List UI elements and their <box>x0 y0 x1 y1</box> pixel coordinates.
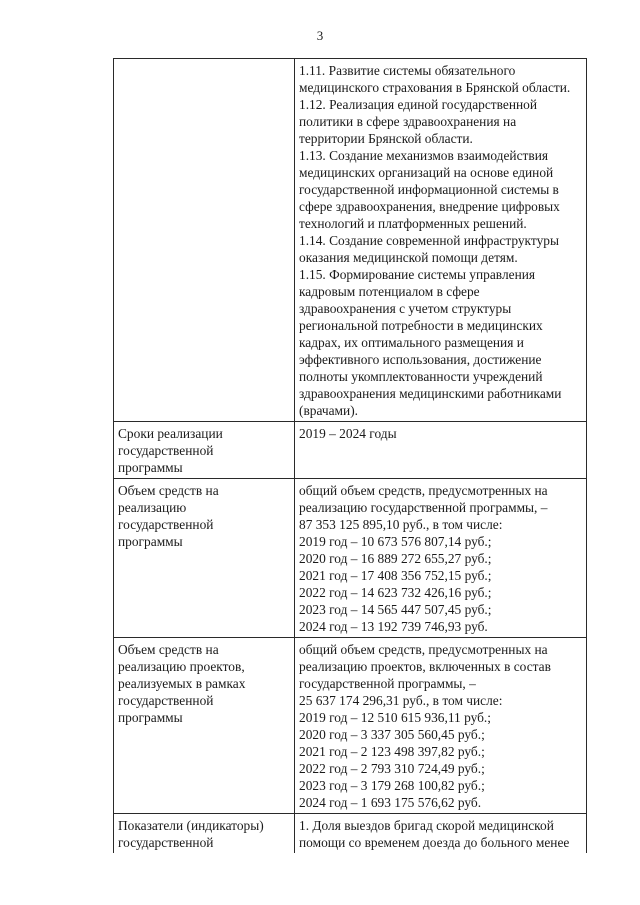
value-line: государственной программы, – <box>299 676 476 691</box>
label-line: государственной <box>118 443 214 458</box>
value-line: 2023 год – 14 565 447 507,45 руб.; <box>299 602 492 617</box>
value-line: территории Брянской области. <box>299 131 473 146</box>
label-line: программы <box>118 710 183 725</box>
page-number: 3 <box>316 28 324 43</box>
label-line: Объем средств на <box>118 642 219 657</box>
label-line: реализацию <box>118 500 187 515</box>
label-line: программы <box>118 534 183 549</box>
value-cell <box>295 638 587 814</box>
value-line: общий объем средств, предусмотренных на <box>299 483 548 498</box>
value-line: 1.15. Формирование системы управления <box>299 267 536 282</box>
value-line: оказания медицинской помощи детям. <box>299 250 518 265</box>
value-line: 1.12. Реализация единой государственной <box>299 97 538 112</box>
implementation-period-row <box>114 422 587 479</box>
value-line: 1.11. Развитие системы обязательного <box>299 63 516 78</box>
label-cell <box>114 479 295 638</box>
label-line: государственной <box>118 517 214 532</box>
value-line: 1.13. Создание механизмов взаимодействия <box>299 148 549 163</box>
label-line: Показатели (индикаторы) <box>118 818 264 833</box>
value-line: полноты укомплектованности учреждений <box>299 369 543 384</box>
value-line: помощи со временем доезда до больного менее <box>299 835 570 850</box>
value-line: 2022 год – 14 623 732 426,16 руб.; <box>299 585 492 600</box>
value-line: 2024 год – 1 693 175 576,62 руб. <box>299 795 482 810</box>
value-line: 1.14. Создание современной инфраструктуры <box>299 233 559 248</box>
value-line: 2020 год – 16 889 272 655,27 руб.; <box>299 551 492 566</box>
value-line: медицинского страхования в Брянской области. <box>299 80 571 95</box>
value-line: 2019 – 2024 годы <box>299 426 397 441</box>
label-line: реализуемых в рамках <box>118 676 246 691</box>
value-line: кадрах, их оптимального размещения и <box>299 335 524 350</box>
projects-funding-row <box>114 638 587 814</box>
indicators-row <box>114 814 587 854</box>
value-line: реализацию государственной программы, – <box>299 500 548 515</box>
value-line: 87 353 125 895,10 руб., в том числе: <box>299 517 503 532</box>
value-line: 2020 год – 3 337 305 560,45 руб.; <box>299 727 485 742</box>
value-line: государственной информационной системы в <box>299 182 559 197</box>
value-line: кадровым потенциалом в сфере <box>299 284 480 299</box>
goals-continuation-row <box>114 59 587 422</box>
label-line: государственной <box>118 835 214 850</box>
label-cell <box>114 59 295 422</box>
value-line: 2019 год – 12 510 615 936,11 руб.; <box>299 710 491 725</box>
value-line: сфере здравоохранения, внедрение цифровых <box>299 199 560 214</box>
label-line: государственной <box>118 693 214 708</box>
program-passport-table <box>113 58 587 853</box>
value-cell <box>295 422 587 479</box>
value-line: 2021 год – 17 408 356 752,15 руб.; <box>299 568 492 583</box>
value-line: медицинских организаций на основе единой <box>299 165 554 180</box>
value-line: региональной потребности в медицинских <box>299 318 543 333</box>
value-line: реализацию проектов, включенных в состав <box>299 659 551 674</box>
value-line: эффективного использования, достижение <box>299 352 542 367</box>
value-line: 2022 год – 2 793 310 724,49 руб.; <box>299 761 485 776</box>
label-line: Объем средств на <box>118 483 219 498</box>
label-line: Сроки реализации <box>118 426 223 441</box>
value-line: здравоохранения с учетом структуры <box>299 301 512 316</box>
label-line: реализацию проектов, <box>118 659 245 674</box>
label-cell <box>114 422 295 479</box>
value-line: 2024 год – 13 192 739 746,93 руб. <box>299 619 488 634</box>
label-line: программы <box>118 460 183 475</box>
value-line: 2021 год – 2 123 498 397,82 руб.; <box>299 744 485 759</box>
value-line: 25 637 174 296,31 руб., в том числе: <box>299 693 503 708</box>
value-line: 2019 год – 10 673 576 807,14 руб.; <box>299 534 492 549</box>
value-line: общий объем средств, предусмотренных на <box>299 642 548 657</box>
value-line: 1. Доля выездов бригад скорой медицинской <box>299 818 554 833</box>
program-funding-row <box>114 479 587 638</box>
value-cell <box>295 479 587 638</box>
label-cell <box>114 814 295 854</box>
value-line: политики в сфере здравоохранения на <box>299 114 517 129</box>
value-line: 2023 год – 3 179 268 100,82 руб.; <box>299 778 485 793</box>
value-cell <box>295 59 587 422</box>
value-cell <box>295 814 587 854</box>
label-cell <box>114 638 295 814</box>
value-line: (врачами). <box>299 403 359 418</box>
value-line: здравоохранения медицинскими работниками <box>299 386 562 401</box>
value-line: технологий и платформенных решений. <box>299 216 527 231</box>
table-body <box>114 59 587 854</box>
